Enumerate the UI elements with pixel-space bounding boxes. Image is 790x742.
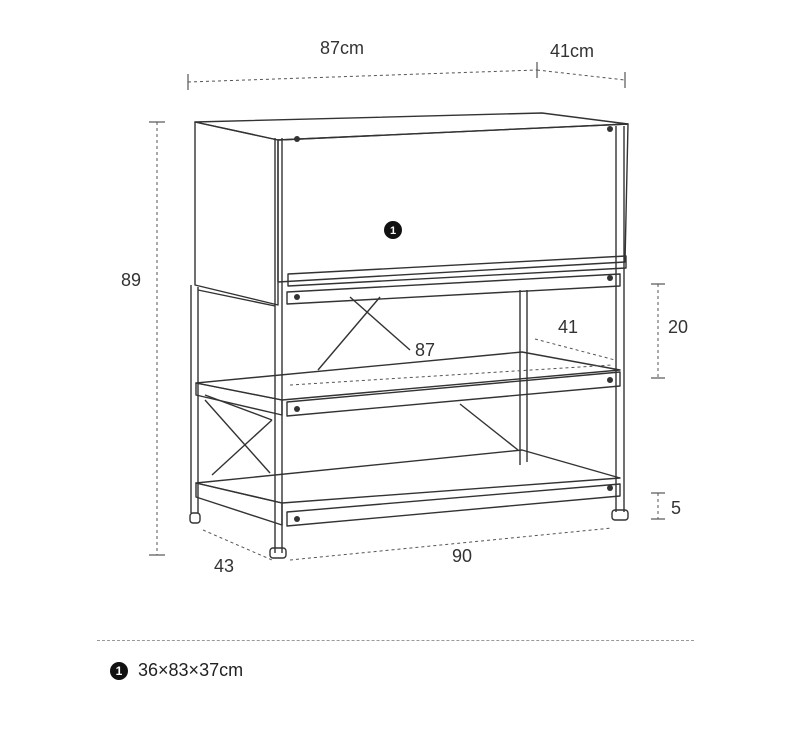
cabinet-box (195, 113, 628, 305)
label-height: 89 (121, 270, 142, 290)
callout-marker (384, 221, 402, 239)
legend-marker: 1 (110, 662, 128, 680)
svg-text:1: 1 (389, 225, 397, 237)
label-top-depth: 41cm (550, 41, 595, 61)
feet (190, 510, 628, 558)
middle-shelf (196, 352, 620, 416)
label-base-width: 90 (452, 546, 473, 566)
label-shelf-width: 87 (415, 340, 436, 360)
label-shelf-depth: 41 (558, 317, 579, 337)
divider (97, 640, 694, 641)
dim-line-top-depth (537, 70, 625, 80)
legend-text: 36×83×37cm (138, 660, 244, 680)
dim-line-base-width (290, 528, 612, 560)
label-foot-height: 5 (671, 498, 682, 518)
label-base-depth: 43 (214, 556, 235, 576)
label-top-width: 87cm (320, 38, 365, 58)
label-shelf-spacing: 20 (668, 317, 689, 337)
legend (110, 660, 243, 681)
dim-line-top-width (188, 70, 537, 82)
